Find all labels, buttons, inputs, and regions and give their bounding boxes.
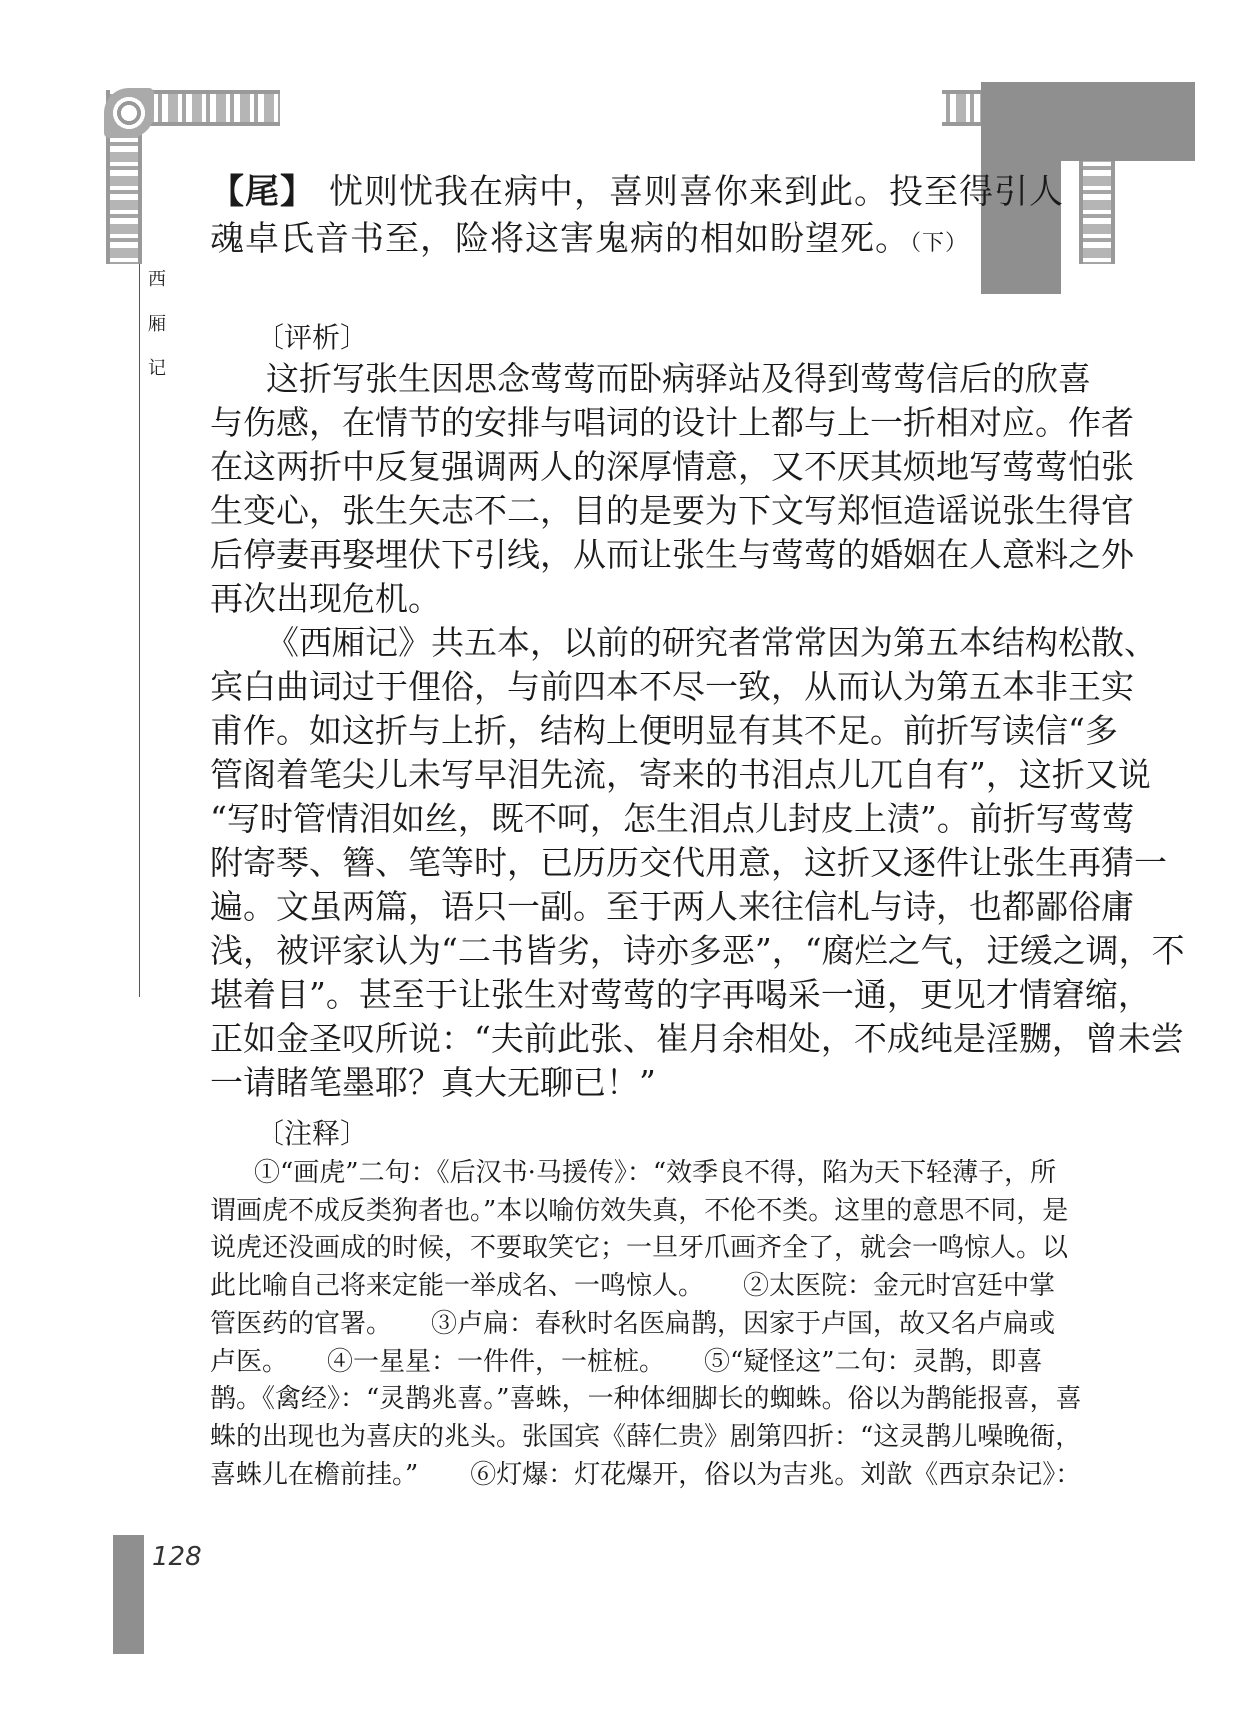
notes-heading: 〔注释〕 [256, 1117, 369, 1150]
analysis-line: 附寄琴、簪、笔等时，已历历交代用意，这折又逐件让张生再猜一 [210, 843, 1167, 882]
aria-label: 【尾】 [210, 172, 315, 212]
analysis-line: 管阁着笔尖儿未写早泪先流，寄来的书泪点儿兀自有”，这折又说 [210, 755, 1151, 794]
analysis-heading: 〔评析〕 [256, 321, 369, 354]
ornament-top-left-corner [104, 88, 154, 138]
analysis-line: 在这两折中反复强调两人的深厚情意，又不厌其烦地写莺莺怕张 [210, 447, 1134, 486]
aria-line [210, 169, 1064, 215]
analysis-line: 正如金圣叹所说：“夫前此张、崔月余相处，不成纯是淫嬲，曾未尝 [210, 1019, 1184, 1058]
analysis-line: 《西厢记》共五本，以前的研究者常常因为第五本结构松散、 [266, 623, 1157, 662]
side-title-char: 记 [148, 358, 166, 379]
page-edge-bar [113, 1535, 144, 1654]
aria-line [210, 216, 1018, 262]
note-line: 谓画虎不成反类狗者也。”本以喻仿效失真，不伦不类。这里的意思不同，是 [210, 1195, 1069, 1226]
note-line: ①“画虎”二句：《后汉书·马援传》：“效季良不得，陷为天下轻薄子，所 [254, 1158, 1057, 1188]
analysis-line: “写时管情泪如丝，既不呵，怎生泪点儿封皮上渍”。前折写莺莺 [210, 799, 1135, 838]
note-line: 蛛的出现也为喜庆的兆头。张国宾《薛仁贵》剧第四折：“这灵鹊儿噪晚衙， [210, 1421, 1082, 1452]
aria-text: 魂卓氏音书至，险将这害鬼病的相如盼望死。 [210, 219, 910, 259]
page-number: 128 [152, 1542, 202, 1572]
note-line: 说虎还没画成的时候，不要取笑它；一旦牙爪画齐全了，就会一鸣惊人。以 [210, 1233, 1069, 1264]
note-line: 管医药的官署。 ③卢扁：春秋时名医扁鹊，因家于卢国，故又名卢扁或 [210, 1308, 1056, 1339]
analysis-line: 甫作。如这折与上折，结构上便明显有其不足。前折写读信“多 [210, 711, 1118, 750]
analysis-line: 后停妻再娶埋伏下引线，从而让张生与莺莺的婚姻在人意料之外 [210, 535, 1134, 574]
analysis-line: 一请睹笔墨耶？真大无聊已！” [210, 1063, 656, 1102]
analysis-line: 遍。文虽两篇，语只一副。至于两人来往信札与诗，也都鄙俗庸 [210, 887, 1134, 926]
side-rule [139, 264, 140, 997]
analysis-line: 生变心，张生矢志不二，目的是要为下文写郑恒造谣说张生得官 [210, 491, 1134, 530]
aria-tag: （下） [910, 231, 969, 256]
analysis-line: 浅，被评家认为“二书皆劣，诗亦多恶”，“腐烂之气，迂缓之调，不 [210, 931, 1185, 970]
aria-text: 忧则忧我在病中，喜则喜你来到此。投至得引人 [329, 172, 1064, 212]
analysis-line: 堪着目”。甚至于让张生对莺莺的字再喝采一通，更见才情窘缩， [210, 975, 1151, 1014]
note-line: 此比喻自己将来定能一举成名、一鸣惊人。 ②太医院：金元时宫廷中掌 [210, 1271, 1056, 1302]
note-line: 卢医。 ④一星星：一件件，一桩桩。 ⑤“疑怪这”二句：灵鹊，即喜 [210, 1346, 1043, 1377]
analysis-line: 宾白曲词过于俚俗，与前四本不尽一致，从而认为第五本非王实 [210, 667, 1134, 706]
analysis-line: 再次出现危机。 [210, 579, 441, 618]
note-line: 鹊。《禽经》：“灵鹊兆喜。”喜蛛，一种体细脚长的蜘蛛。俗以为鹊能报喜，喜 [210, 1384, 1082, 1415]
note-line: 喜蛛儿在檐前挂。” ⑥灯爆：灯花爆开，俗以为吉兆。刘歆《西京杂记》： [210, 1459, 1082, 1490]
side-title-char: 厢 [148, 314, 166, 335]
analysis-line: 与伤感，在情节的安排与唱词的设计上都与上一折相对应。作者 [210, 403, 1134, 442]
side-title-char: 西 [148, 269, 166, 290]
analysis-line: 这折写张生因思念莺莺而卧病驿站及得到莺莺信后的欣喜 [266, 359, 1091, 398]
